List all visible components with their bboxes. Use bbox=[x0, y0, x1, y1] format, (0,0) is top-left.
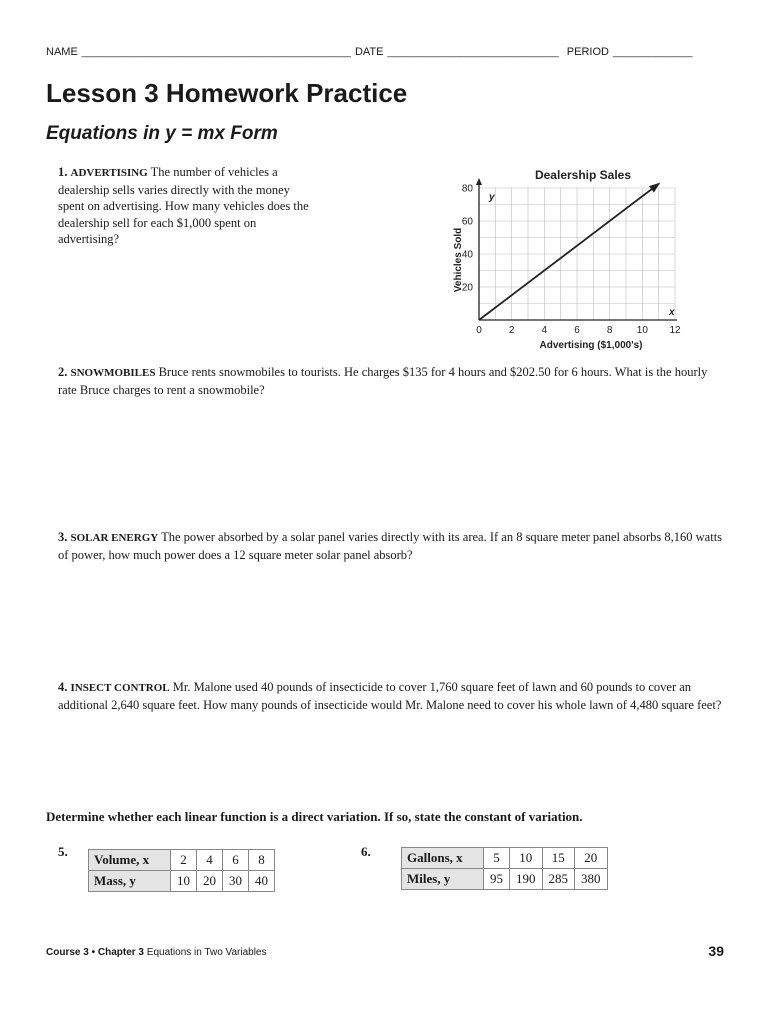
footer-bullet: • bbox=[91, 947, 96, 958]
table-cell: 20 bbox=[197, 871, 223, 892]
table-cell: 20 bbox=[575, 848, 608, 869]
problem-5-number: 5. bbox=[58, 844, 68, 859]
problem-keyword: SOLAR ENERGY bbox=[70, 532, 159, 544]
x-tick-label: 12 bbox=[669, 325, 681, 336]
table-row bbox=[89, 850, 275, 871]
dealership-sales-chart bbox=[445, 160, 695, 355]
table-cell: 380 bbox=[575, 869, 608, 890]
problem-text: The power absorbed by a solar panel varies directly with its area. If an 8 square meter panel absorbs 8,160 watts of power, how much power does a 12 square meter solar panel absorb? bbox=[58, 530, 723, 562]
table-cell: 8 bbox=[249, 850, 275, 871]
problem-2 bbox=[58, 364, 728, 398]
table-cell: 2 bbox=[171, 850, 197, 871]
y-tick-label: 80 bbox=[461, 183, 473, 195]
problem-3 bbox=[58, 529, 728, 563]
problem-1 bbox=[58, 164, 316, 248]
table-cell: 285 bbox=[542, 869, 575, 890]
page-title: Lesson 3 Homework Practice bbox=[46, 78, 408, 108]
x-tick-label: 6 bbox=[574, 325, 580, 336]
problem-keyword: ADVERTISING bbox=[70, 167, 148, 179]
problem-number: 2. bbox=[58, 365, 68, 379]
problem-number: 3. bbox=[58, 530, 68, 544]
y-tick-label: 40 bbox=[461, 249, 473, 261]
period-label: PERIOD bbox=[566, 46, 609, 58]
table-row bbox=[402, 848, 608, 869]
chapter-title: Equations in Two Variables bbox=[146, 947, 267, 958]
student-info-header bbox=[46, 46, 726, 58]
footer-course bbox=[46, 947, 266, 958]
table-cell: 6 bbox=[223, 850, 249, 871]
name-label: NAME bbox=[46, 46, 78, 58]
y-tick-label: 60 bbox=[461, 216, 473, 228]
x-tick-label: 0 bbox=[476, 325, 482, 336]
problem-4 bbox=[58, 679, 728, 713]
table-cell: 10 bbox=[510, 848, 543, 869]
date-label: DATE bbox=[354, 46, 384, 58]
problem-6-number: 6. bbox=[361, 844, 371, 859]
table-row bbox=[402, 869, 608, 890]
x-tick-label: 4 bbox=[541, 325, 548, 336]
table-cell: 15 bbox=[542, 848, 575, 869]
table-cell: 4 bbox=[197, 850, 223, 871]
table-cell: 30 bbox=[223, 871, 249, 892]
problem-keyword: INSECT CONTROL bbox=[70, 682, 170, 694]
course-label: Course 3 bbox=[46, 947, 89, 958]
x-tick-label: 10 bbox=[636, 325, 648, 336]
page-number: 39 bbox=[708, 943, 724, 959]
problem-keyword: SNOWMOBILES bbox=[70, 367, 156, 379]
problem-text: The number of vehicles a dealership sells varies directly with the money spent on advertising. How many vehicles does the dealership sell for each $1,000 spent on advertising? bbox=[58, 165, 309, 246]
directions: Determine whether each linear function is a direct variation. If so, state the constant of variation. bbox=[46, 809, 583, 824]
row-header: Volume, x bbox=[89, 850, 171, 871]
x-tick-label: 8 bbox=[606, 325, 613, 336]
problem-text: Mr. Malone used 40 pounds of insecticide to cover 1,760 square feet of lawn and 60 pounds to cover an additional 2,640 square feet. How many pounds of insecticide would Mr. Malone need to cover his whole lawn of 4,480 square feet? bbox=[58, 680, 722, 712]
problem-number: 1. bbox=[58, 165, 68, 179]
period-field[interactable]: _____________ bbox=[612, 46, 693, 58]
name-field[interactable]: ____________________________________________ bbox=[81, 46, 351, 58]
chart-ticks bbox=[462, 184, 681, 337]
x-axis-letter: x bbox=[669, 307, 675, 318]
page-subtitle: Equations in y = mx Form bbox=[46, 123, 278, 144]
x-axis-label: Advertising ($1,000's) bbox=[539, 340, 643, 351]
chart-grid bbox=[479, 188, 675, 320]
table-cell: 40 bbox=[249, 871, 275, 892]
problem-number: 4. bbox=[58, 680, 68, 694]
gallons-miles-table bbox=[401, 847, 608, 890]
problem-text: Bruce rents snowmobiles to tourists. He charges $135 for 4 hours and $202.50 for 6 hours. What is the hourly rate Bruce charges to rent a snowmobile? bbox=[58, 365, 708, 397]
y-axis-letter: y bbox=[489, 192, 495, 203]
y-tick-label: 20 bbox=[461, 282, 473, 294]
table-cell: 5 bbox=[484, 848, 510, 869]
row-header: Gallons, x bbox=[402, 848, 484, 869]
row-header: Mass, y bbox=[89, 871, 171, 892]
table-cell: 10 bbox=[171, 871, 197, 892]
chart-series bbox=[479, 183, 660, 320]
x-tick-label: 2 bbox=[508, 325, 515, 336]
chart-title: Dealership Sales bbox=[534, 168, 632, 182]
volume-mass-table bbox=[88, 849, 275, 892]
y-axis-arrowhead bbox=[476, 178, 482, 185]
table-cell: 95 bbox=[484, 869, 510, 890]
chapter-label: Chapter 3 bbox=[97, 947, 144, 958]
table-cell: 190 bbox=[510, 869, 543, 890]
row-header: Miles, y bbox=[402, 869, 484, 890]
table-row bbox=[89, 871, 275, 892]
y-axis-label: Vehicles Sold bbox=[453, 227, 464, 293]
date-field[interactable]: ____________________________ bbox=[387, 46, 559, 58]
